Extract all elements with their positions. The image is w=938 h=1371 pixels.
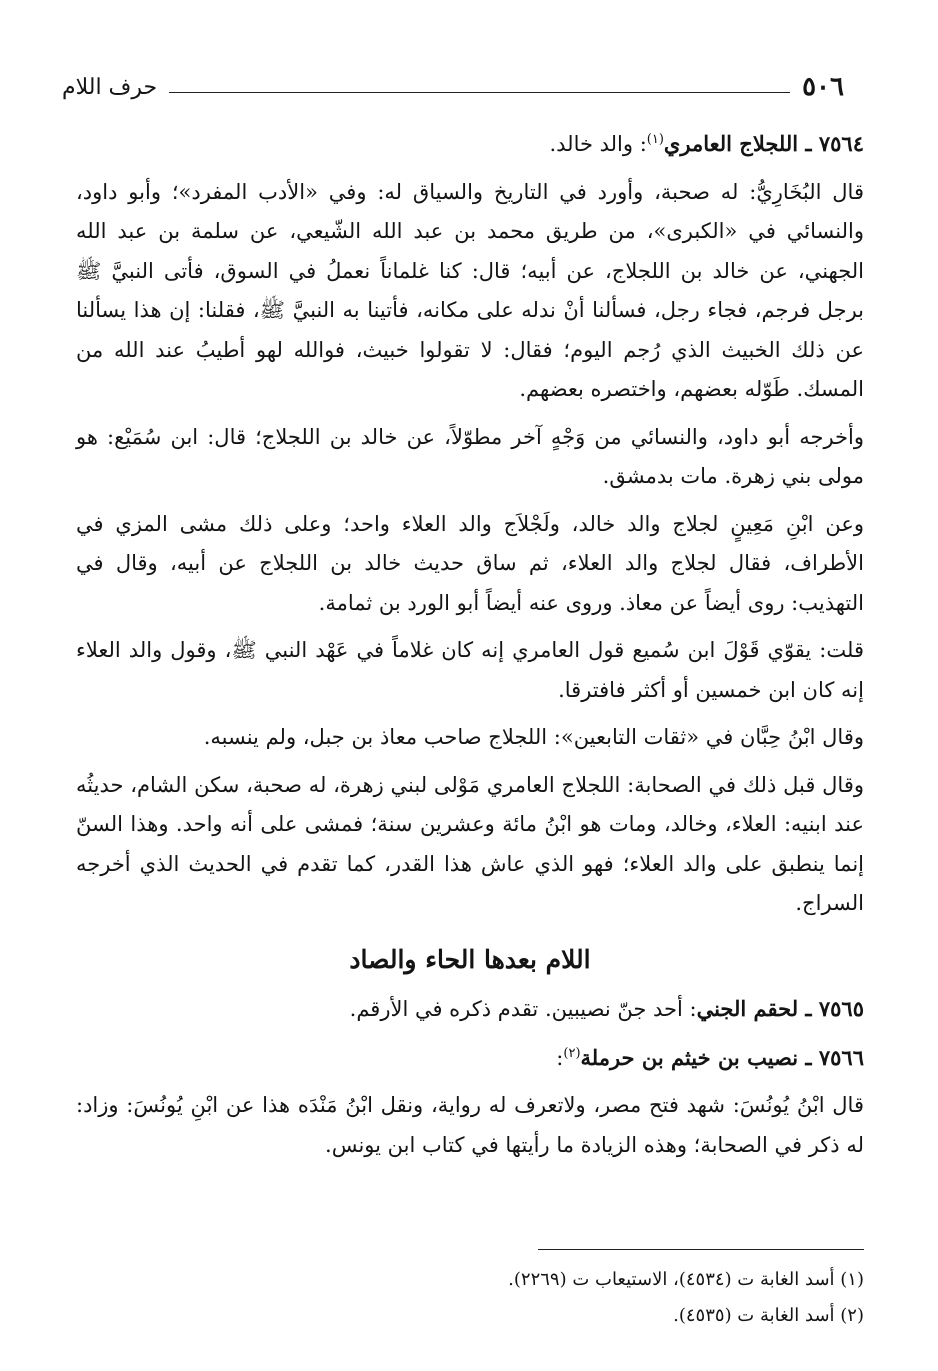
paragraph: وقال قبل ذلك في الصحابة: اللجلاج العامري مَوْلى لبني زهرة، له صحبة، سكن الشام، حديثُه عند ابنيه: العلاء، وخالد، ومات هو ابْنُ مائة وعشرين سنة؛ فمشى على أنه واحد. وهذا السنّ إنما ينطبق على والد العلاء؛ فهو الذي عاش هذا القدر، كما تقدم في الحديث الذي أخرجه السراج. bbox=[76, 772, 864, 915]
entry-7566 bbox=[76, 1038, 864, 1079]
entry-7565 bbox=[76, 989, 864, 1030]
footnote-ref: (١) bbox=[646, 132, 664, 147]
paragraph: قلت: يقوّي قَوْلَ ابن سُميع قول العامري إنه كان غلاماً في عَهْد النبي ﷺ، وقول والد العلاء إنه كان ابن خمسين أو أكثر فافترقا. bbox=[76, 638, 864, 702]
entry-7564 bbox=[76, 124, 864, 165]
entry-tail: : والد خالد. bbox=[549, 132, 647, 156]
running-header bbox=[62, 68, 844, 106]
paragraph: وقال ابْنُ حِبَّان في «ثقات التابعين»: اللجلاج صاحب معاذ بن جبل، ولم ينسبه. bbox=[203, 725, 864, 749]
chapter-title: حرف اللام bbox=[62, 74, 158, 100]
footnotes bbox=[76, 1262, 864, 1334]
footnote-2: (٢) أسد الغابة ت (٤٥٣٥). bbox=[673, 1305, 864, 1326]
section-title: اللام بعدها الحاء والصاد bbox=[349, 944, 591, 974]
footnote-ref: (٢) bbox=[563, 1045, 581, 1061]
main-text bbox=[76, 124, 864, 1173]
footnote-1: (١) أسد الغابة ت (٤٥٣٤)، الاستيعاب ت (٢٢٦٩). bbox=[508, 1269, 864, 1290]
paragraph: وعن ابْنِ مَعِينٍ لجلاج والد خالد، ولَجْلاَج والد العلاء واحد؛ وعلى ذلك مشى المزي في الأطراف، فقال لجلاج والد العلاء، ثم ساق حديث خالد بن اللجلاج عن أبيه، وقال في التهذيب: روى أيضاً عن معاذ. وروى عنه أيضاً أبو الورد بن ثمامة. bbox=[76, 511, 864, 615]
paragraph: وأخرجه أبو داود، والنسائي من وَجْهٍ آخر مطوّلاً، عن خالد بن اللجلاج؛ قال: ابن سُمَيْع: هو مولى بني زهرة. مات بدمشق. bbox=[76, 424, 864, 488]
paragraph: قال ابْنُ يُونُسَ: شهد فتح مصر، ولاتعرف له رواية، ونقل ابْنُ مَنْدَه هذا عن ابْنِ يُونُسَ: وزاد: له ذكر في الصحابة؛ وهذه الزيادة ما رأيتها في كتاب ابن يونس. bbox=[76, 1093, 864, 1157]
entry-tail: : bbox=[556, 1045, 564, 1070]
footnote-rule bbox=[538, 1249, 864, 1250]
entry-heading: ٧٥٦٦ ـ نصيب بن خيثم بن حرملة bbox=[580, 1044, 864, 1070]
header-rule bbox=[169, 92, 790, 93]
entry-heading: ٧٥٦٤ ـ اللجلاج العامري bbox=[663, 131, 864, 156]
entry-heading: ٧٥٦٥ ـ لحقم الجني bbox=[696, 996, 864, 1021]
paragraph: قال البُخَارِيُّ: له صحبة، وأورد في التاريخ والسياق له: وفي «الأدب المفرد»؛ وأبو داود، والنسائي في «الكبرى»، من طريق محمد بن عبد الله الشّيعي، عن سلمة بن عبد الله الجهني، عن خالد بن اللجلاج، عن أبيه؛ قال: كنا غلماناً نعملُ في السوق، فأتى النبيَّ ﷺ برجل فرجم، فجاء رجل، فسألنا أنْ ندله على مكانه، فأتينا به النبيَّ ﷺ، فقلنا: إن هذا يسألنا عن ذلك الخبيث الذي رُجم اليوم؛ فقال: لا تقولوا خبيث، فوالله لهو أطيبُ عند الله من المسك. طَوّله بعضهم، واختصره بعضهم. bbox=[76, 179, 864, 401]
page-number: ٥٠٦ bbox=[802, 72, 844, 102]
entry-tail: : أحد جنّ نصيبين. تقدم ذكره في الأرقم. bbox=[349, 997, 697, 1021]
